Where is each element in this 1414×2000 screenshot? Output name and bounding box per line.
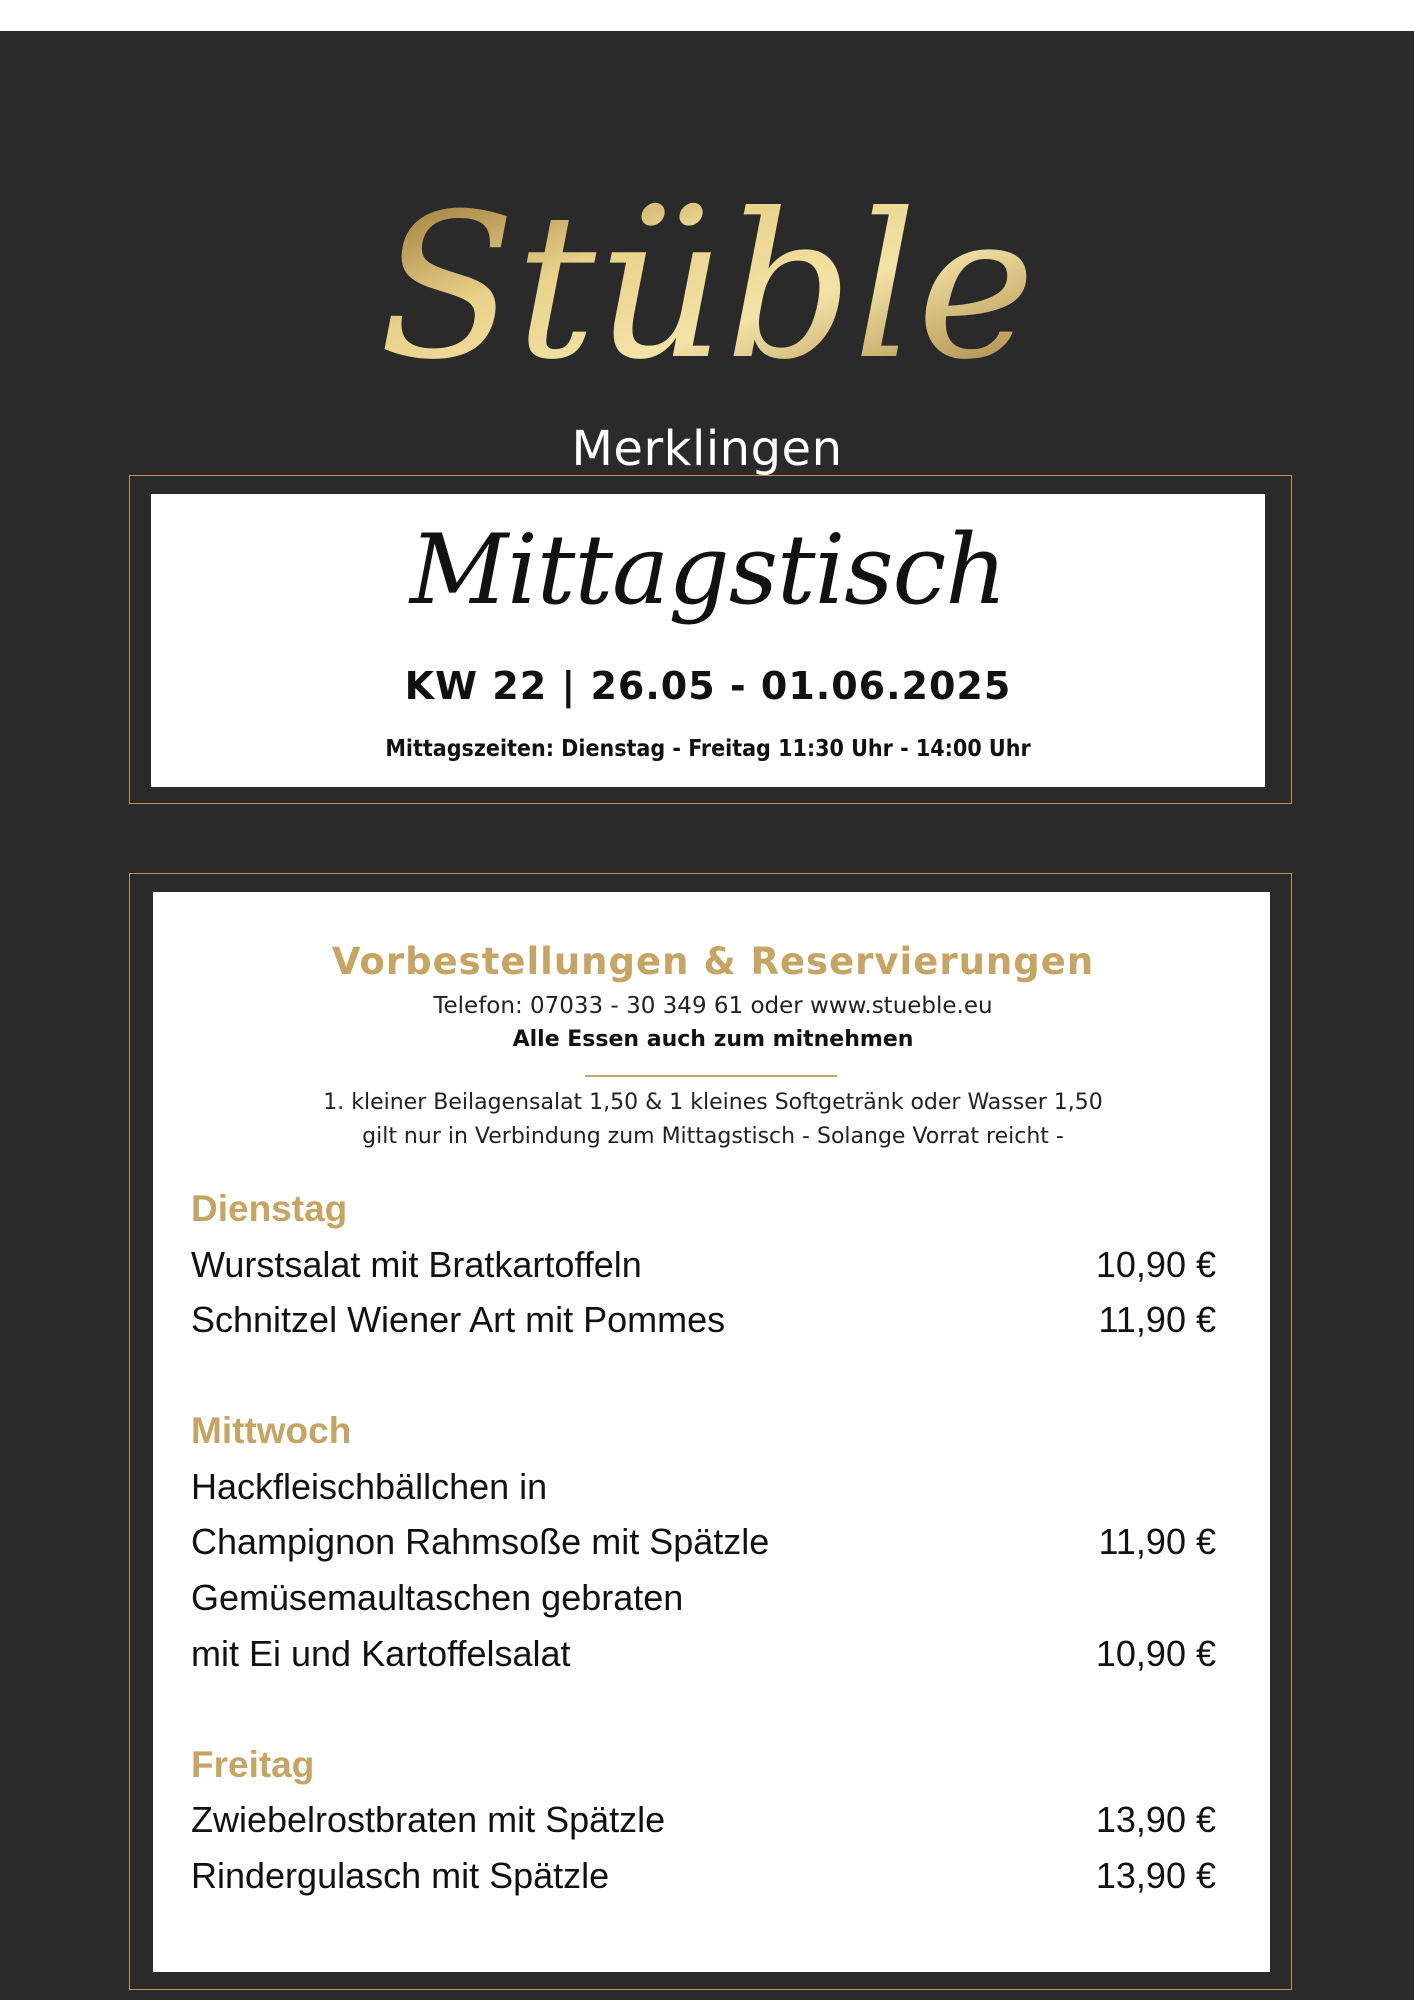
extras-line-1: 1. kleiner Beilagensalat 1,50 & 1 kleines Softgetränk oder Wasser 1,50 bbox=[323, 1090, 1103, 1115]
extras-line-2: gilt nur in Verbindung zum Mittagstisch - Solange Vorrat reicht - bbox=[362, 1124, 1064, 1149]
stueble-logo-script bbox=[378, 121, 1036, 421]
calendar-week: KW 22 | 26.05 - 01.06.2025 bbox=[404, 664, 1012, 708]
dish-name: Champignon Rahmsoße mit Spätzle bbox=[191, 1521, 770, 1562]
gold-divider bbox=[585, 1075, 837, 1077]
brand-logo bbox=[0, 121, 1414, 451]
day-heading: Mittwoch bbox=[191, 1410, 352, 1451]
hero-panel bbox=[151, 494, 1265, 787]
brand-name: Stüble bbox=[378, 171, 1036, 404]
dish-name: Rindergulasch mit Spätzle bbox=[191, 1855, 610, 1896]
reservations-title: Vorbestellungen & Reservierungen bbox=[331, 940, 1095, 983]
lunch-hours: Mittagszeiten: Dienstag - Freitag 11:30 Uhr - 14:00 Uhr bbox=[385, 736, 1031, 762]
dish-name: Zwiebelrostbraten mit Spätzle bbox=[191, 1799, 666, 1840]
brand-location: Merklingen bbox=[571, 421, 843, 477]
phone-line: Telefon: 07033 - 30 349 61 oder www.stueble.eu bbox=[433, 993, 993, 1019]
takeaway-note: Alle Essen auch zum mitnehmen bbox=[512, 1027, 914, 1052]
page-title: Mittagstisch bbox=[409, 514, 1007, 626]
dish-name: mit Ei und Kartoffelsalat bbox=[191, 1633, 571, 1674]
dish-name: Schnitzel Wiener Art mit Pommes bbox=[191, 1299, 726, 1340]
dish-price: 11,90 € bbox=[1098, 1521, 1216, 1562]
day-heading: Dienstag bbox=[191, 1188, 348, 1229]
dish-price: 10,90 € bbox=[1095, 1244, 1216, 1285]
dish-price: 13,90 € bbox=[1095, 1855, 1216, 1896]
menu-page bbox=[0, 31, 1414, 2000]
dish-price: 10,90 € bbox=[1095, 1633, 1216, 1674]
menu-panel bbox=[153, 892, 1270, 1972]
dish-name: Gemüsemaultaschen gebraten bbox=[191, 1577, 684, 1618]
dish-name: Hackfleischbällchen in bbox=[191, 1466, 548, 1507]
dish-price: 11,90 € bbox=[1098, 1299, 1216, 1340]
dish-name: Wurstsalat mit Bratkartoffeln bbox=[191, 1244, 642, 1285]
day-heading: Freitag bbox=[191, 1744, 315, 1785]
dish-price: 13,90 € bbox=[1095, 1799, 1216, 1840]
